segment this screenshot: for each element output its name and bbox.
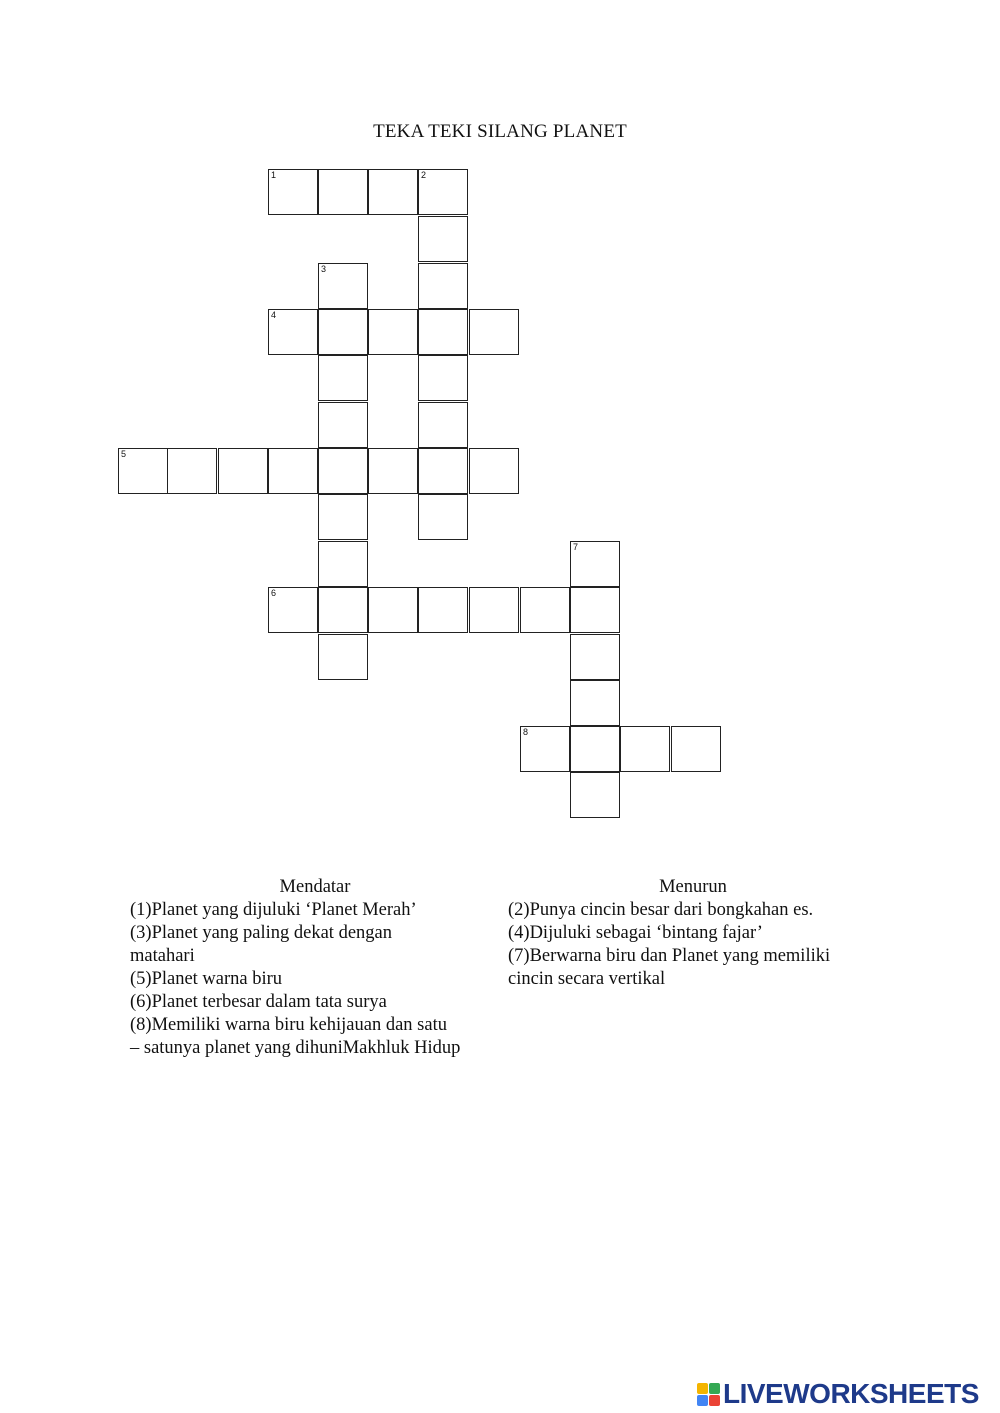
clue-line: (3)Planet yang paling dekat dengan [130, 923, 392, 943]
crossword-letter-input[interactable] [219, 449, 267, 493]
clue-number: 8 [523, 727, 529, 737]
crossword-cell[interactable] [469, 309, 519, 355]
crossword-cell[interactable] [268, 587, 318, 633]
crossword-cell[interactable] [368, 587, 418, 633]
crossword-letter-input[interactable] [571, 588, 619, 632]
clue-line: (4)Dijuluki sebagai ‘bintang fajar’ [508, 923, 763, 943]
crossword-cell[interactable] [570, 587, 620, 633]
clue-number: 6 [271, 588, 277, 598]
crossword-letter-input[interactable] [319, 635, 367, 679]
crossword-cell[interactable] [469, 448, 519, 494]
crossword-cell[interactable] [570, 541, 620, 587]
liveworksheets-logo-text: LIVEWORKSHEETS [723, 1378, 979, 1409]
crossword-letter-input[interactable] [571, 542, 619, 586]
crossword-letter-input[interactable] [269, 588, 317, 632]
crossword-letter-input[interactable] [419, 403, 467, 447]
crossword-cell[interactable] [318, 169, 368, 215]
clue-number: 3 [321, 264, 327, 274]
crossword-letter-input[interactable] [168, 449, 216, 493]
crossword-letter-input[interactable] [269, 310, 317, 354]
crossword-cell[interactable] [167, 448, 217, 494]
crossword-letter-input[interactable] [470, 588, 518, 632]
crossword-letter-input[interactable] [621, 727, 669, 771]
crossword-letter-input[interactable] [521, 588, 569, 632]
crossword-cell[interactable] [520, 587, 570, 633]
crossword-letter-input[interactable] [419, 310, 467, 354]
clue-line: matahari [130, 946, 195, 966]
crossword-cell[interactable] [318, 494, 368, 540]
crossword-cell[interactable] [318, 634, 368, 680]
clue-line: (8)Memiliki warna biru kehijauan dan satu [130, 1015, 447, 1035]
crossword-letter-input[interactable] [419, 217, 467, 261]
clue-number: 7 [573, 542, 579, 552]
crossword-letter-input[interactable] [419, 588, 467, 632]
crossword-cell[interactable] [318, 402, 368, 448]
crossword-cell[interactable] [570, 772, 620, 818]
crossword-letter-input[interactable] [571, 727, 619, 771]
crossword-cell[interactable] [318, 263, 368, 309]
crossword-letter-input[interactable] [319, 264, 367, 308]
crossword-cell[interactable] [418, 309, 468, 355]
clue-line: cincin secara vertikal [508, 969, 666, 989]
crossword-letter-input[interactable] [319, 170, 367, 214]
crossword-cell[interactable] [218, 448, 268, 494]
crossword-cell[interactable] [570, 680, 620, 726]
crossword-cell[interactable] [469, 587, 519, 633]
liveworksheets-logo [697, 1379, 979, 1409]
clue-line: (7)Berwarna biru dan Planet yang memiliki [508, 946, 831, 966]
crossword-letter-input[interactable] [319, 588, 367, 632]
crossword-cell[interactable] [318, 541, 368, 587]
clue-number: 2 [421, 170, 427, 180]
clue-line: (2)Punya cincin besar dari bongkahan es. [508, 900, 814, 920]
crossword-letter-input[interactable] [470, 310, 518, 354]
crossword-letter-input[interactable] [119, 449, 167, 493]
crossword-letter-input[interactable] [319, 542, 367, 586]
clues-down [508, 876, 878, 991]
crossword-cell[interactable] [418, 402, 468, 448]
crossword-letter-input[interactable] [571, 773, 619, 817]
crossword-cell[interactable] [671, 726, 721, 772]
crossword-cell[interactable] [570, 726, 620, 772]
crossword-letter-input[interactable] [269, 170, 317, 214]
crossword-cell[interactable] [318, 309, 368, 355]
crossword-letter-input[interactable] [571, 681, 619, 725]
crossword-letter-input[interactable] [419, 170, 467, 214]
crossword-cell[interactable] [268, 169, 318, 215]
crossword-letter-input[interactable] [470, 449, 518, 493]
crossword-cell[interactable] [318, 587, 368, 633]
crossword-letter-input[interactable] [319, 356, 367, 400]
clues-across [130, 876, 500, 1060]
crossword-letter-input[interactable] [369, 310, 417, 354]
clue-line: – satunya planet yang dihuniMakhluk Hidup [130, 1038, 461, 1058]
crossword-cell[interactable] [318, 448, 368, 494]
crossword-letter-input[interactable] [419, 495, 467, 539]
clues-down-heading: Menurun [659, 877, 727, 897]
crossword-cell[interactable] [368, 169, 418, 215]
crossword-cell[interactable] [418, 169, 468, 215]
clue-line: (6)Planet terbesar dalam tata surya [130, 992, 387, 1012]
crossword-cell[interactable] [318, 355, 368, 401]
crossword-letter-input[interactable] [571, 635, 619, 679]
crossword-letter-input[interactable] [419, 264, 467, 308]
clue-number: 4 [271, 310, 277, 320]
crossword-letter-input[interactable] [419, 356, 467, 400]
crossword-letter-input[interactable] [521, 727, 569, 771]
page-title: TEKA TEKI SILANG PLANET [373, 121, 627, 142]
crossword-cell[interactable] [268, 448, 318, 494]
crossword-cell[interactable] [418, 216, 468, 262]
crossword-letter-input[interactable] [369, 588, 417, 632]
crossword-cell[interactable] [620, 726, 670, 772]
crossword-letter-input[interactable] [369, 170, 417, 214]
crossword-cell[interactable] [418, 355, 468, 401]
clue-number: 1 [271, 170, 277, 180]
crossword-letter-input[interactable] [319, 449, 367, 493]
crossword-cell[interactable] [418, 494, 468, 540]
clue-number: 5 [121, 449, 127, 459]
crossword-cell[interactable] [268, 309, 318, 355]
clue-line: (1)Planet yang dijuluki ‘Planet Merah’ [130, 900, 417, 920]
crossword-cell[interactable] [418, 263, 468, 309]
clue-line: (5)Planet warna biru [130, 969, 283, 989]
crossword-cell[interactable] [520, 726, 570, 772]
crossword-cell[interactable] [368, 448, 418, 494]
crossword-letter-input[interactable] [269, 449, 317, 493]
crossword-cell[interactable] [118, 448, 168, 494]
crossword-letter-input[interactable] [319, 310, 367, 354]
crossword-letter-input[interactable] [319, 495, 367, 539]
liveworksheets-logo-icon [697, 1383, 720, 1406]
crossword-cell[interactable] [418, 587, 468, 633]
crossword-cell[interactable] [368, 309, 418, 355]
crossword-letter-input[interactable] [369, 449, 417, 493]
clues-across-heading: Mendatar [279, 877, 351, 897]
crossword-cell[interactable] [418, 448, 468, 494]
crossword-letter-input[interactable] [672, 727, 720, 771]
crossword-cell[interactable] [570, 634, 620, 680]
crossword-letter-input[interactable] [419, 449, 467, 493]
crossword-letter-input[interactable] [319, 403, 367, 447]
